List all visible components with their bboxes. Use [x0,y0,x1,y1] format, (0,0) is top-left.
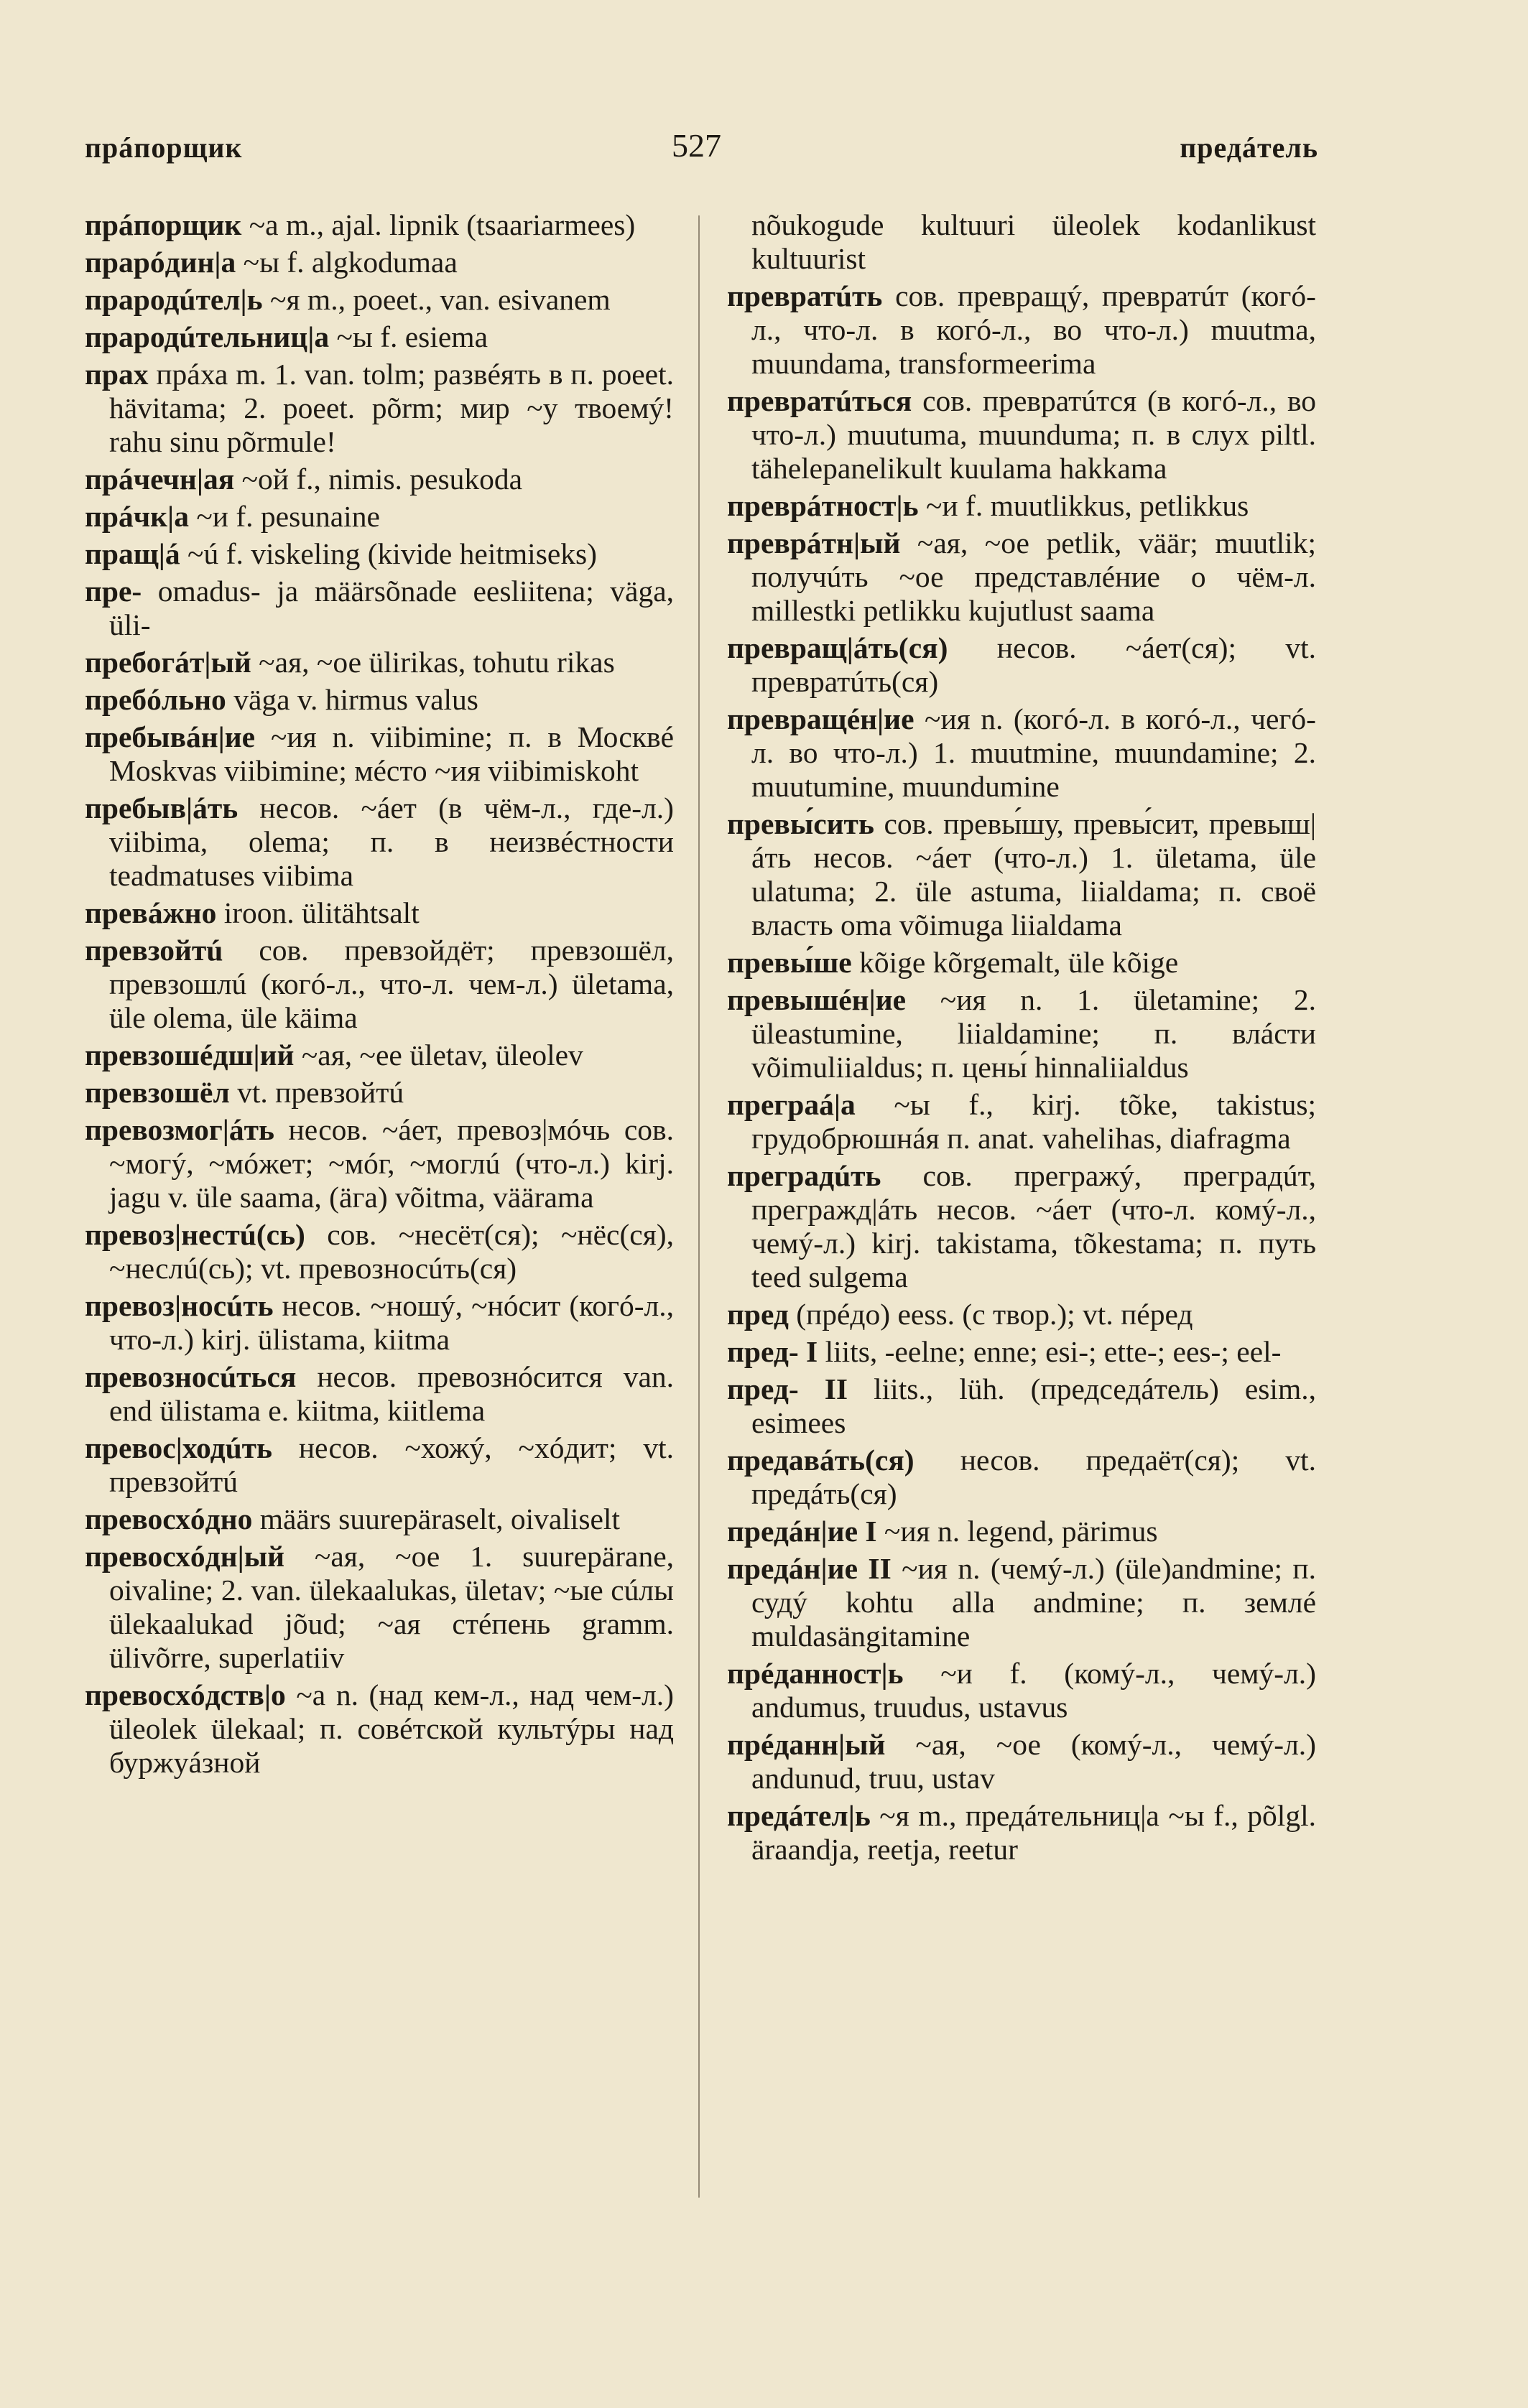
entry-headword: пре- [85,575,142,608]
dictionary-entry [727,983,1316,1084]
entry-headword: прародúтел|ь [85,283,263,316]
entry-headword: пред- II [727,1372,848,1405]
entry-definition: ~ая, ~ое ülirikas, tohutu rikas [251,646,615,679]
dictionary-entry [85,1076,674,1110]
column-divider [698,215,700,2198]
dictionary-entry [85,720,674,788]
dictionary-entry [727,1372,1316,1440]
entry-definition: сов. прегражý, преградúт, прегражд|áть несов. ~áет (что-л. комý-л., чемý-л.) kirj. takistama, tõkestama; п. путь teed sulgema [751,1159,1316,1293]
dictionary-entry [85,791,674,893]
dictionary-entry [727,807,1316,942]
entry-definition: ~ой f., nimis. pesukoda [234,462,523,496]
entry-headword: превáжно [85,896,217,929]
entry-headword: превзойтú [85,934,223,967]
dictionary-entry [85,246,674,279]
entry-definition: ~ия n. viibimine; п. в Москвé Moskvas viibimine; мéсто ~ия viibimiskoht [109,720,674,787]
entry-definition: ~ы f., kirj. tõke, takistus; грудобрюшнáя п. anat. vahelihas, diafragma [751,1088,1316,1155]
dictionary-entry [727,631,1316,699]
dictionary-entry [727,1799,1316,1867]
dictionary-entry [85,1540,674,1675]
dictionary-entry [85,1218,674,1286]
entry-definition: несов. ~áет (в чём-л., где-л.) viibima, olema; п. в неизвéстности teadmatuses viibima [109,791,674,892]
entry-definition: ~ú f. viskeling (kivide heitmiseks) [180,537,597,570]
entry-headword: пращ|á [85,537,180,570]
dictionary-entry [85,462,674,496]
entry-definition: iroon. ülitähtsalt [216,896,420,929]
dictionary-entry [727,946,1316,980]
running-head-left: прáпорщик [85,131,243,164]
dictionary-entry [727,1335,1316,1369]
entry-headword: превос|ходúть [85,1431,272,1464]
dictionary-entry [85,1038,674,1072]
entry-headword: превоз|носúть [85,1289,274,1322]
dictionary-entry [727,1552,1316,1653]
dictionary-entry [727,279,1316,381]
entry-definition: liits, -eelne; enne; esi-; ette-; ees-; eel- [818,1335,1282,1368]
entry-headword: пребывáн|ие [85,720,256,753]
entry-headword: превратúть [727,279,883,312]
entry-definition: сов. превы́шу, превы́сит, превыш|áть несов. ~áет (что-л.) 1. ületama, üle ulatuma; 2. üle astuma, liialdama; п. своё власть oma võimuga liialdama [751,807,1316,942]
entry-definition: ~ия n. 1. ületamine; 2. üleastumine, liialdamine; п. влáсти võimuliialdus; п. цены́ hinnaliialdus [751,983,1316,1084]
entry-definition: määrs suurepäraselt, oivaliselt [252,1502,620,1535]
entry-headword: превышéн|ие [727,983,907,1016]
entry-headword: пребыв|áть [85,791,239,824]
entry-headword: предавáть(ся) [727,1444,915,1477]
entry-headword: превозмог|áть [85,1113,274,1146]
dictionary-entry [727,489,1316,523]
entry-definition: nõukogude kultuuri üleolek kodanlikust kultuurist [751,208,1316,275]
entry-headword: прародúтельниц|а [85,320,330,353]
entry-headword: пред- I [727,1335,818,1368]
entry-headword: преграá|а [727,1088,856,1121]
entry-headword: превосхóдно [85,1502,253,1535]
entry-headword: превзошéдш|ий [85,1038,295,1071]
entry-definition: ~ая, ~ее ületav, üleolev [294,1038,583,1071]
entry-definition: väga v. hirmus valus [226,683,478,716]
entry-definition: ~и f. muutlikkus, petlikkus [918,489,1249,522]
entry-headword: превращ|áть(ся) [727,631,948,664]
entry-headword: превращéн|ие [727,702,915,735]
dictionary-entry [85,1113,674,1214]
right-column [727,208,1316,1870]
entry-headword: превосхóдн|ый [85,1540,285,1573]
entry-definition: ~ая, ~ое (комý-л., чемý-л.) andunud, truu, ustav [751,1728,1316,1795]
entry-headword: преврáтн|ый [727,526,901,559]
running-head-right: предáтель [1180,131,1318,164]
dictionary-entry [85,320,674,354]
dictionary-entry [727,526,1316,628]
dictionary-entry [727,1088,1316,1156]
entry-definition: ~я m., poeet., van. esivanem [262,283,611,316]
entry-definition: сов. превзойдёт; превзошёл, превзошлú (когó-л., что-л. чем-л.) ületama, üle olema, üle käima [109,934,674,1034]
dictionary-entry [85,934,674,1035]
entry-definition: liits., lüh. (председáтель) esim., esimees [751,1372,1316,1439]
dictionary-entry [85,1678,674,1780]
entry-headword: превратúться [727,384,912,417]
entry-headword: превы́ше [727,946,852,979]
entry-definition: ~и f. pesunaine [188,500,380,533]
dictionary-entry [85,537,674,571]
entry-definition: ~а m., ajal. lipnik (tsaariarmees) [241,208,636,241]
dictionary-entry [727,1159,1316,1294]
dictionary-entry [85,500,674,534]
entry-definition: прáха m. 1. van. tolm; развéять в п. poeet. hävitama; 2. poeet. põrm; мир ~у твоемý! rahu sinu põrmule! [109,358,674,458]
dictionary-entry [85,646,674,679]
entry-definition: omadus- ja määrsõnade eesliitena; väga, üli- [109,575,674,641]
entry-definition: ~ы f. esiema [329,320,488,353]
entry-definition: ~а n. (над кем-л., над чем-л.) üleolek ülekaal; п. совéтской культýры над буржуáзной [109,1678,674,1779]
entry-headword: превоз|нестú(сь) [85,1218,305,1251]
entry-headword: предáтел|ь [727,1799,871,1832]
entry-definition: ~ия n. (когó-л. в когó-л., чегó-л. во что-л.) 1. muutmine, muundamine; 2. muutumine, muundumine [751,702,1316,803]
entry-definition: ~ая, ~ое 1. suurepärane, oivaline; 2. van. ülekaalukas, ületav; ~ые сúлы ülekaalukad jõud; ~ая стéпень gramm. ülivõrre, superlatiiv [109,1540,674,1674]
entry-definition: несов. ~ношý, ~нóсит (когó-л., что-л.) kirj. ülistama, kiitma [109,1289,674,1356]
entry-definition: ~ия n. (чемý-л.) (üle)andmine; п. судý kohtu alla andmine; п. землé muldasängitamine [751,1552,1316,1652]
dictionary-entry [727,1657,1316,1724]
page-number: 527 [672,127,721,164]
entry-definition: сов. ~несёт(ся); ~нёс(ся), ~неслú(сь); vt. превозносúть(ся) [109,1218,674,1285]
dictionary-entry [727,702,1316,804]
entry-headword: прéданност|ь [727,1657,904,1690]
dictionary-entry [727,384,1316,485]
entry-definition: несов. предаёт(ся); vt. предáть(ся) [751,1444,1316,1510]
entry-definition: ~ия n. legend, pärimus [876,1515,1158,1548]
dictionary-entry [727,1515,1316,1548]
entry-definition: (прéдо) eess. (с твор.); vt. пéред [788,1298,1193,1331]
entry-definition: ~ы f. algkodumaa [236,246,458,279]
entry-headword: пред [727,1298,789,1331]
entry-definition: ~я m., предáтельниц|а ~ы f., põlgl. äraandja, reetja, reetur [751,1799,1316,1866]
entry-headword: превосхóдств|о [85,1678,286,1711]
dictionary-entry [85,575,674,642]
entry-headword: прарóдин|а [85,246,236,279]
dictionary-entry [85,1431,674,1499]
entry-headword: пребóльно [85,683,226,716]
entry-definition: ~и f. (комý-л., чемý-л.) andumus, truudus, ustavus [751,1657,1316,1724]
entry-definition: несов. ~хожý, ~хóдит; vt. превзойтú [109,1431,674,1498]
dictionary-entry [85,1289,674,1357]
dictionary-entry [85,283,674,317]
dictionary-entry [727,1728,1316,1795]
dictionary-entry [85,1360,674,1428]
dictionary-entry [727,1298,1316,1331]
entry-headword: прáчк|а [85,500,189,533]
entry-definition: несов. превознóсится van. end ülistama e. kiitma, kiitlema [109,1360,674,1427]
entry-definition: ~ая, ~ое petlik, väär; muutlik; получúть ~ое представлéние о чём-л. millestki petlikku kujutlust saama [751,526,1316,627]
dictionary-entry [85,896,674,930]
entry-definition: несов. ~áет(ся); vt. превратúть(ся) [751,631,1316,698]
entry-headword: предáн|ие I [727,1515,877,1548]
entry-headword: предáн|ие II [727,1552,892,1585]
entry-headword: прéданн|ый [727,1728,886,1761]
entry-definition: kõige kõrgemalt, üle kõige [851,946,1179,979]
entry-headword: преврáтност|ь [727,489,919,522]
dictionary-entry [85,1502,674,1536]
dictionary-entry [85,683,674,717]
dictionary-entry [85,358,674,459]
entry-definition: сов. превратúтся (в когó-л., во что-л.) muutuma, muunduma; п. в слух piltl. tähelepanelikult kuulama hakkama [751,384,1316,485]
entry-definition: vt. превзойтú [229,1076,404,1109]
entry-definition: сов. превращý, превратúт (когó-л., что-л. в когó-л., во что-л.) muutma, muundama, transformeerima [751,279,1316,380]
entry-headword: преградúть [727,1159,881,1192]
left-column [85,208,674,1783]
entry-headword: прах [85,358,149,391]
entry-headword: превозносúться [85,1360,297,1393]
dictionary-entry [727,1444,1316,1511]
entry-headword: пребогáт|ый [85,646,251,679]
entry-headword: превы́сить [727,807,874,840]
dictionary-entry [727,208,1316,276]
entry-headword: прáчечн|ая [85,462,235,496]
entry-headword: прáпорщик [85,208,242,241]
entry-definition: несов. ~áет, превоз|мóчь сов. ~могý, ~мóжет; ~мóг, ~моглú (что-л.) kirj. jagu v. üle saama, (äга) võitma, väärama [109,1113,674,1214]
entry-headword: превзошёл [85,1076,230,1109]
dictionary-entry [85,208,674,242]
